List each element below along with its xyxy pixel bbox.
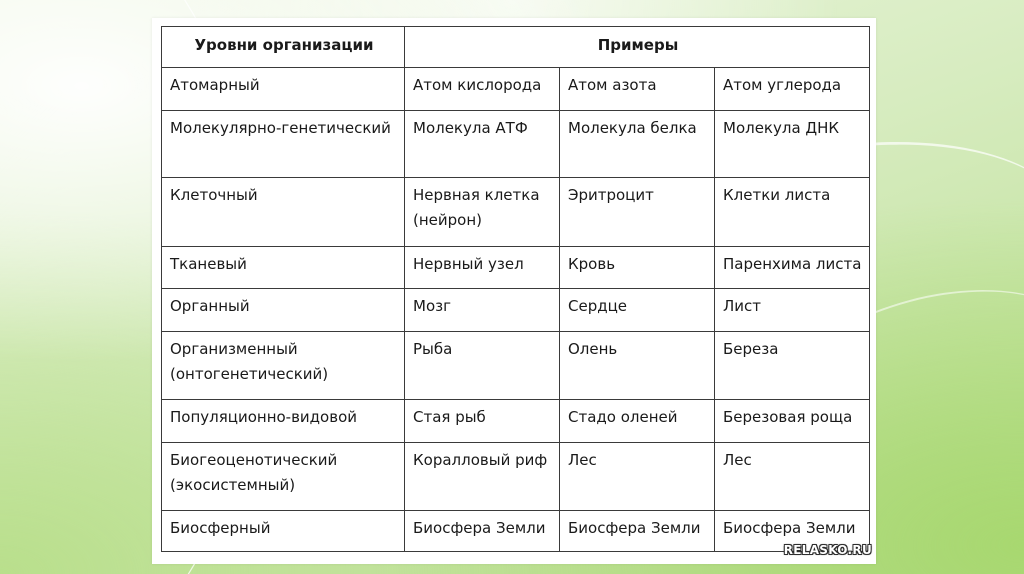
example-cell <box>715 289 870 332</box>
cell-line: Молекула белка <box>568 119 697 137</box>
cell-line: Стая рыб <box>413 408 486 426</box>
cell-line: (экосистемный) <box>170 476 296 494</box>
level-cell <box>162 289 405 332</box>
table-row <box>162 400 870 443</box>
cell-line: Органный <box>170 297 250 315</box>
cell-line: Биосфера Земли <box>413 519 546 537</box>
cell-line: Молекула АТФ <box>413 119 528 137</box>
cell-line: Атом кислорода <box>413 76 542 94</box>
level-cell <box>162 68 405 111</box>
organization-levels-table <box>161 26 870 552</box>
example-cell <box>405 247 560 289</box>
cell-line: Молекула ДНК <box>723 119 840 137</box>
example-cell <box>560 178 715 247</box>
cell-line: Клетки листа <box>723 186 831 204</box>
cell-line: (нейрон) <box>413 211 482 229</box>
cell-line: Биосферный <box>170 519 271 537</box>
cell-line: Березовая роща <box>723 408 853 426</box>
cell-line: Эритроцит <box>568 186 654 204</box>
example-cell <box>715 332 870 400</box>
example-cell <box>715 68 870 111</box>
example-cell <box>405 289 560 332</box>
example-cell <box>560 289 715 332</box>
table-row <box>162 443 870 511</box>
example-cell <box>560 511 715 552</box>
example-cell <box>560 68 715 111</box>
cell-line: Кровь <box>568 255 616 273</box>
example-cell <box>405 178 560 247</box>
cell-line: Биогеоценотический <box>170 451 338 469</box>
cell-line: Лес <box>568 451 597 469</box>
cell-line: Клеточный <box>170 186 258 204</box>
example-cell <box>715 111 870 178</box>
cell-line: Коралловый риф <box>413 451 548 469</box>
example-cell <box>715 443 870 511</box>
cell-line: Береза <box>723 340 779 358</box>
cell-line: Рыба <box>413 340 453 358</box>
example-cell <box>405 443 560 511</box>
watermark: RELASKO.RU <box>783 543 872 557</box>
example-cell <box>405 400 560 443</box>
example-cell <box>560 443 715 511</box>
example-cell <box>715 178 870 247</box>
level-cell <box>162 111 405 178</box>
cell-line: (онтогенетический) <box>170 365 329 383</box>
cell-line: Атом азота <box>568 76 657 94</box>
header-examples: Примеры <box>405 27 870 68</box>
example-cell <box>560 400 715 443</box>
example-cell <box>560 332 715 400</box>
cell-line: Биосфера Земли <box>568 519 701 537</box>
example-cell <box>715 400 870 443</box>
example-cell <box>405 111 560 178</box>
example-cell <box>560 247 715 289</box>
document-sheet <box>152 18 876 564</box>
header-levels: Уровни организации <box>162 27 405 68</box>
cell-line: Атом углерода <box>723 76 842 94</box>
table-row <box>162 247 870 289</box>
cell-line: Атомарный <box>170 76 260 94</box>
table-row <box>162 511 870 552</box>
cell-line: Стадо оленей <box>568 408 678 426</box>
cell-line: Нервный узел <box>413 255 524 273</box>
example-cell <box>715 247 870 289</box>
example-cell <box>405 332 560 400</box>
cell-line: Биосфера Земли <box>723 519 856 537</box>
cell-line: Лист <box>723 297 762 315</box>
cell-line: Лес <box>723 451 752 469</box>
cell-line: Олень <box>568 340 618 358</box>
cell-line: Организменный <box>170 340 298 358</box>
cell-line: Мозг <box>413 297 451 315</box>
cell-line: Сердце <box>568 297 628 315</box>
level-cell <box>162 247 405 289</box>
level-cell <box>162 400 405 443</box>
table-row <box>162 111 870 178</box>
cell-line: Популяционно-видовой <box>170 408 357 426</box>
table-header-row <box>162 27 870 68</box>
cell-line: Тканевый <box>170 255 247 273</box>
level-cell <box>162 332 405 400</box>
level-cell <box>162 511 405 552</box>
cell-line: Нервная клетка <box>413 186 540 204</box>
table-row <box>162 332 870 400</box>
example-cell <box>560 111 715 178</box>
table-row <box>162 178 870 247</box>
level-cell <box>162 178 405 247</box>
cell-line: Молекулярно-генетический <box>170 119 391 137</box>
table-row <box>162 289 870 332</box>
level-cell <box>162 443 405 511</box>
cell-line: Паренхима листа <box>723 255 862 273</box>
table-row <box>162 68 870 111</box>
example-cell <box>405 68 560 111</box>
example-cell <box>405 511 560 552</box>
